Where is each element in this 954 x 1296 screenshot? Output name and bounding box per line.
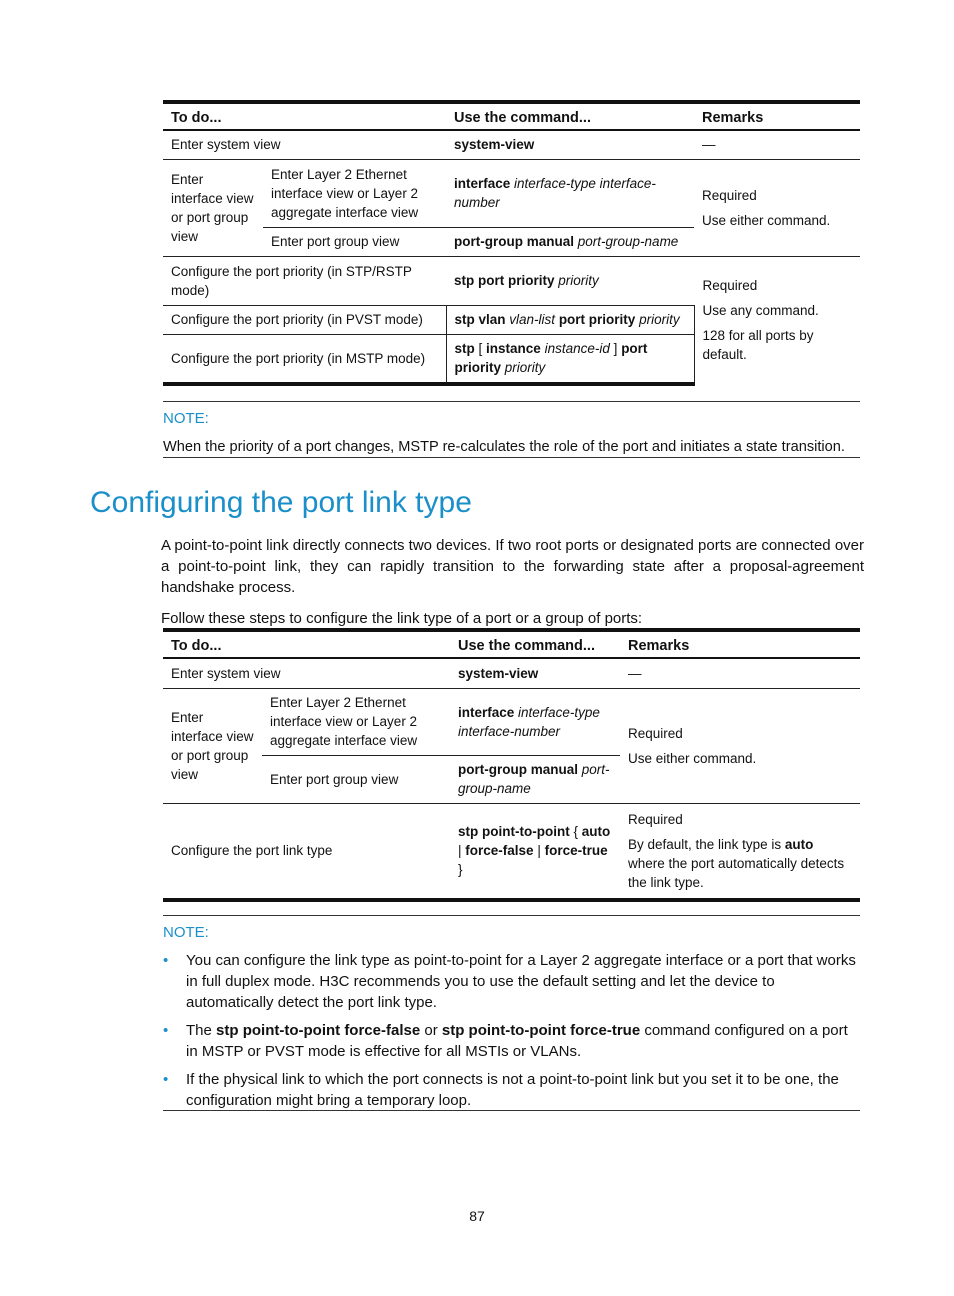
header-remarks: Remarks (620, 630, 860, 658)
bullet-text: command configured on a port in MSTP or PVST mode is effective for all MSTIs or VLANs. (186, 1022, 848, 1060)
command-argument: instance-id (544, 341, 610, 357)
bullet-text: or (424, 1022, 438, 1039)
bullet-command: stp point-to-point force-true (441, 1022, 641, 1039)
remark-text: By default, the link type is (628, 836, 782, 852)
command-cell (446, 334, 694, 384)
command-cell (446, 305, 694, 334)
remark-line: Use either command. (628, 750, 757, 766)
command-keyword: port-group manual (454, 234, 574, 249)
command-cell (446, 227, 694, 256)
section-title: Configuring the port link type (90, 486, 472, 519)
remark-cell: — (620, 658, 860, 688)
todo-cell: Enter system view (163, 130, 446, 159)
command-symbol: | (458, 843, 462, 859)
command-argument: priority (558, 273, 599, 288)
bullet-text: If the physical link to which the port connects is not a point-to-point link but you set it to be one, the configuration might bring a temporary loop. (186, 1071, 839, 1109)
command-keyword: stp point-to-point (458, 824, 570, 840)
todo-cell: Enter port group view (262, 755, 450, 803)
list-item (163, 1020, 860, 1062)
command-keyword: port priority (558, 312, 636, 327)
group-label-cell: Enter interface view or port group view (163, 688, 262, 803)
table-header-row (163, 630, 860, 658)
priority-table (163, 100, 860, 386)
command-keyword: port priority (454, 341, 648, 376)
note-text: When the priority of a port changes, MSTP re-calculates the role of the port and initiates a state transition. (163, 439, 845, 455)
intro-paragraph: A point-to-point link directly connects two devices. If two root ports or designated ports are connected over a point-to-point link, they can rapidly transition to the forwarding state after a proposal-agreement handshake process. (161, 537, 864, 596)
note-label: NOTE: (163, 924, 209, 941)
remark-line: Required (702, 187, 757, 203)
remark-text: where the port automatically detects the link type. (628, 855, 845, 890)
command-argument: priority (639, 312, 680, 327)
todo-cell: Enter Layer 2 Ethernet interface view or Layer 2 aggregate interface view (262, 688, 450, 755)
command-cell (446, 159, 694, 227)
command-cell (450, 803, 620, 900)
bullet-text: You can configure the link type as point-to-point for a Layer 2 aggregate interface or a port that works in full duplex mode. H3C recommends you to use the default setting and let the device to automatically detect the port link type. (186, 952, 856, 1011)
command-keyword: stp port priority (454, 273, 555, 288)
command-symbol: { (573, 824, 578, 840)
bullet-icon: • (163, 952, 169, 969)
table-row (163, 803, 860, 900)
command-cell (446, 256, 694, 305)
table-row (163, 688, 860, 755)
bullet-command: stp point-to-point force-false (216, 1022, 421, 1039)
todo-cell: Configure the port priority (in PVST mode) (163, 305, 446, 334)
todo-cell: Configure the port priority (in MSTP mode) (163, 334, 446, 384)
todo-cell: Enter system view (163, 658, 450, 688)
command-cell: system-view (450, 658, 620, 688)
command-argument: interface-type interface-number (454, 176, 656, 210)
remark-line: Required (628, 725, 683, 741)
remark-cell (694, 159, 860, 256)
table-row (163, 658, 860, 688)
remark-line: 128 for all ports by default. (702, 328, 814, 363)
header-command: Use the command... (446, 102, 694, 130)
command-keyword: stp (454, 341, 475, 357)
command-symbol: ] (613, 341, 618, 357)
remark-cell (620, 688, 860, 803)
command-cell (450, 755, 620, 803)
remark-line: Use either command. (702, 212, 831, 228)
command-argument: port-group-name (458, 762, 610, 796)
note-label: NOTE: (163, 410, 209, 427)
todo-cell: Enter Layer 2 Ethernet interface view or Layer 2 aggregate interface view (263, 159, 446, 227)
link-type-table (163, 628, 860, 902)
list-item (163, 950, 860, 1013)
note-bullet-list (163, 950, 860, 1118)
command-argument: vlan-list (509, 312, 556, 327)
note-divider (163, 1110, 860, 1111)
note-divider (163, 915, 860, 916)
note-divider (163, 457, 860, 458)
note-divider (163, 401, 860, 402)
command-symbol: | (537, 843, 541, 859)
command-keyword: force-true (544, 843, 608, 859)
bullet-icon: • (163, 1022, 169, 1039)
command-keyword: port-group manual (458, 762, 578, 777)
command-cell: system-view (446, 130, 694, 159)
command-cell (450, 688, 620, 755)
header-command: Use the command... (450, 630, 620, 658)
command-keyword: instance (486, 341, 541, 357)
table-header-row (163, 102, 860, 130)
table-row (163, 130, 860, 159)
remark-cell: — (694, 130, 860, 159)
remark-line: Use any command. (702, 303, 819, 319)
command-keyword: stp vlan (454, 312, 506, 327)
table-row (163, 159, 860, 227)
command-keyword: interface (454, 176, 511, 191)
header-remarks: Remarks (694, 102, 860, 130)
command-argument: interface-type interface-number (458, 704, 600, 739)
header-todo: To do... (163, 630, 450, 658)
remark-cell (620, 803, 860, 900)
command-symbol: } (458, 862, 463, 878)
header-todo: To do... (163, 102, 446, 130)
list-item (163, 1069, 860, 1111)
command-keyword: force-false (465, 843, 534, 859)
command-argument: priority (504, 360, 546, 376)
remark-line: Required (628, 811, 683, 827)
table-row (163, 256, 860, 305)
group-label-cell: Enter interface view or port group view (163, 159, 263, 256)
bullet-icon: • (163, 1071, 169, 1088)
page-number: 87 (469, 1208, 485, 1224)
todo-cell: Configure the port priority (in STP/RSTP mode) (163, 256, 446, 305)
todo-cell: Configure the port link type (163, 803, 450, 900)
remark-cell (694, 256, 860, 384)
remark-line: Required (702, 278, 758, 294)
todo-cell: Enter port group view (263, 227, 446, 256)
remark-keyword: auto (784, 836, 814, 852)
steps-intro: Follow these steps to configure the link type of a port or a group of ports: (161, 610, 643, 627)
command-keyword: interface (458, 704, 515, 720)
command-argument: port-group-name (577, 234, 679, 249)
command-keyword: auto (581, 824, 611, 840)
bullet-text: The (186, 1022, 212, 1039)
remark-line (628, 835, 852, 892)
command-symbol: [ (478, 341, 483, 357)
